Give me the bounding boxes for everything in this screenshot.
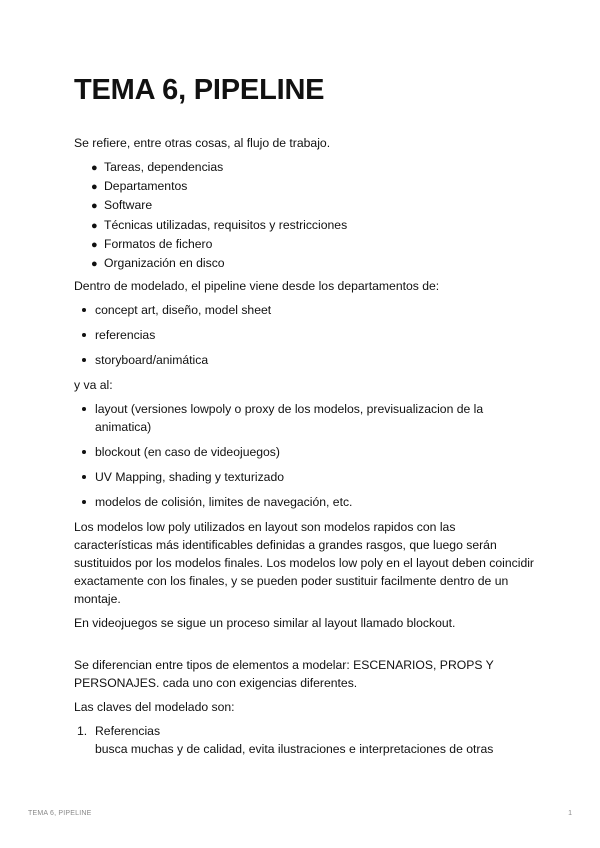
footer-title: TEMA 6, PIPELINE bbox=[28, 810, 92, 817]
flow-list bbox=[74, 158, 534, 273]
modeling-intro: Dentro de modelado, el pipeline viene desde los departamentos de: bbox=[74, 279, 440, 294]
list-item: concept art, diseño, model sheet bbox=[74, 301, 534, 319]
bullet-dot-icon: ● bbox=[91, 162, 98, 174]
goes-to-intro: y va al: bbox=[74, 378, 113, 393]
page-title: TEMA 6, PIPELINE bbox=[74, 74, 325, 106]
list-item: layout (versiones lowpoly o proxy de los modelos, previsualizacion de la animatica) bbox=[74, 400, 534, 436]
key-detail: busca muchas y de calidad, evita ilustraciones e interpretaciones de otras bbox=[95, 742, 494, 757]
document-body bbox=[74, 134, 534, 758]
element-types-paragraph: Se diferencian entre tipos de elementos a modelar: ESCENARIOS, PROPS Y PERSONAJES. cada uno con exigencias diferentes. bbox=[74, 658, 494, 691]
list-item: blockout (en caso de videojuegos) bbox=[74, 443, 534, 461]
list-item: ● Técnicas utilizadas, requisitos y restricciones bbox=[91, 216, 534, 235]
bullet-dot-icon: ● bbox=[91, 258, 98, 271]
videogames-paragraph: En videojuegos se sigue un proceso similar al layout llamado blockout. bbox=[74, 616, 456, 631]
keys-intro: Las claves del modelado son: bbox=[74, 700, 235, 715]
bullet-dot-icon: ● bbox=[91, 181, 98, 194]
list-item: modelos de colisión, limites de navegación, etc. bbox=[74, 493, 534, 511]
from-departments-list bbox=[74, 301, 534, 369]
list-item bbox=[74, 722, 534, 758]
bullet-dot-icon: ● bbox=[91, 238, 98, 251]
list-item: ● Organización en disco bbox=[91, 254, 534, 273]
list-item: storyboard/animática bbox=[74, 351, 534, 369]
page-number: 1 bbox=[568, 810, 572, 817]
list-item: ● Software bbox=[91, 196, 534, 215]
keys-list bbox=[74, 722, 534, 758]
list-item: UV Mapping, shading y texturizado bbox=[74, 468, 534, 486]
to-departments-list bbox=[74, 400, 534, 511]
list-item: ● Departamentos bbox=[91, 177, 534, 196]
bullet-dot-icon: ● bbox=[91, 219, 98, 232]
intro-paragraph: Se refiere, entre otras cosas, al flujo de trabajo. bbox=[74, 136, 331, 150]
list-item: referencias bbox=[74, 326, 534, 344]
lowpoly-paragraph: Los modelos low poly utilizados en layout son modelos rapidos con las características más identificables definidas a grandes rasgos, que luego serán sustituidos por los modelos finales. Los modelos low poly en el layout deben coincidir exactamente con los finales, y se pueden poder sustituir facilmente dentro de un montaje. bbox=[74, 520, 534, 607]
list-item: ● Tareas, dependencias bbox=[91, 158, 534, 177]
key-title: Referencias bbox=[95, 724, 161, 739]
bullet-dot-icon: ● bbox=[91, 200, 98, 213]
list-item: ● Formatos de fichero bbox=[91, 235, 534, 254]
list-number: 1. bbox=[77, 724, 88, 739]
section-spacer bbox=[74, 638, 534, 656]
